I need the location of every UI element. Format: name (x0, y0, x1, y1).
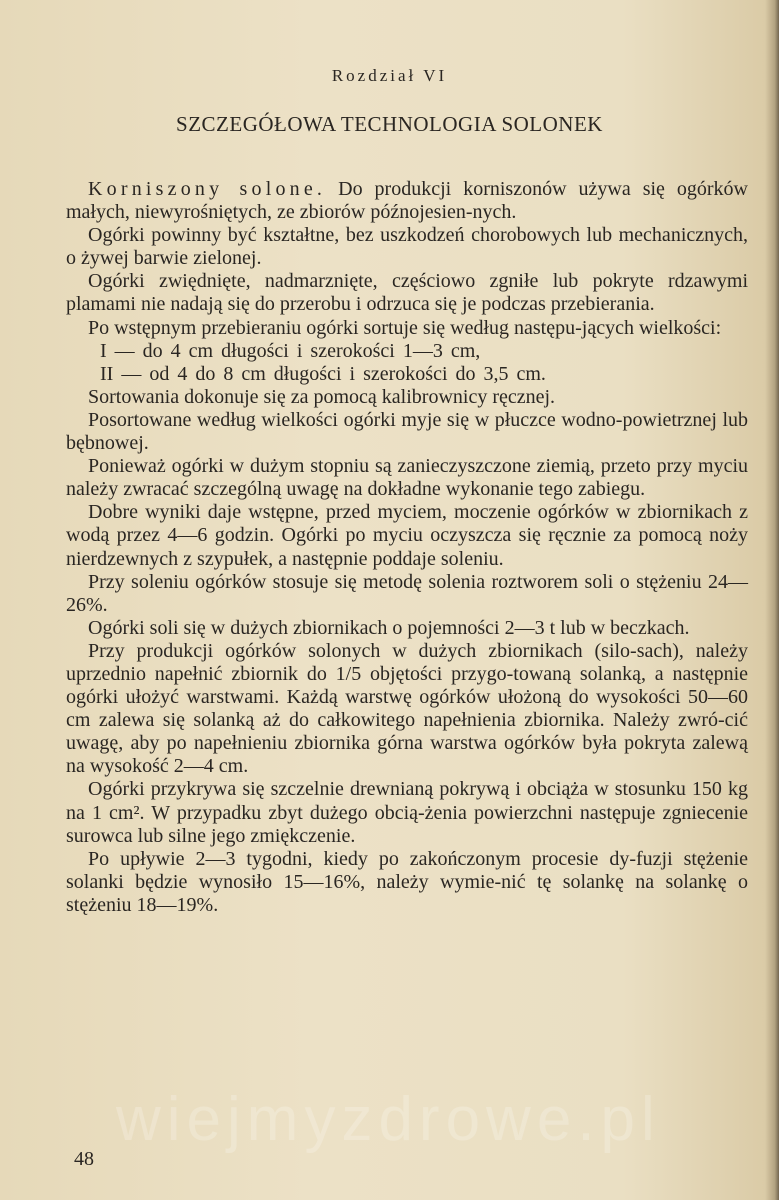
paragraph: Sortowania dokonuje się za pomocą kalibrownicy ręcznej. (88, 385, 556, 408)
paragraph-lead: Korniszony solone. (88, 178, 327, 200)
size-class-item: II — od 4 do 8 cm długości i szerokości do 3,5 cm. (100, 362, 546, 385)
paragraph: Ponieważ ogórki w dużym stopniu są zanieczyszczone ziemią, przeto przy myciu należy zwracać szczególną uwagę na dokładne wykonanie tego zabiegu. (66, 455, 748, 501)
watermark: wiejmyzdrowe.pl (116, 1085, 661, 1154)
paragraph: Posortowane według wielkości ogórki myje się w płuczce wodno-powietrznej lub bębnowej. (66, 408, 748, 455)
paragraph (66, 178, 748, 224)
paragraph: Przy soleniu ogórków stosuje się metodę solenia roztworem soli o stężeniu 24—26%. (66, 570, 748, 616)
chapter-heading: Rozdział VI (331, 66, 448, 85)
paragraph: Dobre wyniki daje wstępne, przed myciem, moczenie ogórków w zbiornikach z wodą przez 4—6 godzin. Ogórki po myciu oczyszcza się ręcznie za pomocą noży nierdzewnych z szypułek, a następnie poddaje soleniu. (66, 501, 748, 570)
paragraph: Przy produkcji ogórków solonych w dużych zbiornikach (silo-sach), należy uprzednio napełnić zbiornik do 1/5 objętości przygo-towaną solanką, a następnie ogórki ułożyć warstwami. Każdą warstwę ogórków ułożoną do wysokości 50—60 cm zalewa się solanką aż do całkowitego napełnienia zbiornika. Należy zwró-cić uwagę, aby po napełnieniu zbiornika górna warstwa ogórków była pokryta zalewą na wysokość 2—4 cm. (66, 639, 748, 778)
paragraph: Ogórki przykrywa się szczelnie drewnianą pokrywą i obciąża w stosunku 150 kg na 1 cm². W przypadku zbyt dużego obcią-żenia powierzchni następuje zgniecenie surowca lub silne jego zmiękczenie. (66, 778, 748, 847)
paragraph: Ogórki powinny być kształtne, bez uszkodzeń chorobowych lub mechanicznych, o żywej barwie zielonej. (66, 224, 748, 270)
paragraph: Po wstępnym przebieraniu ogórki sortuje się według następu-jących wielkości: (88, 316, 722, 339)
paragraph: Ogórki soli się w dużych zbiornikach o pojemności 2—3 t lub w beczkach. (88, 616, 690, 639)
page-number: 48 (74, 1148, 94, 1170)
paragraph-text: Do produkcji korniszonów używa się ogórków małych, niewyrośniętych, ze zbiorów późnojesien-nych. (66, 178, 749, 224)
page-title: SZCZEGÓŁOWA TECHNOLOGIA SOLONEK (176, 112, 603, 136)
paragraph: Po upływie 2—3 tygodni, kiedy po zakończonym procesie dy-fuzji stężenie solanki będzie wynosiło 15—16%, należy wymie-nić tę solankę na solankę o stężeniu 18—19%. (66, 847, 748, 916)
body-text (66, 178, 748, 917)
size-class-item: I — do 4 cm długości i szerokości 1—3 cm, (100, 339, 481, 362)
paragraph: Ogórki zwiędnięte, nadmarznięte, częściowo zgniłe lub pokryte rdzawymi plamami nie nadają się do przerobu i odrzuca się je podczas przebierania. (66, 270, 748, 316)
page-edge-shadow (765, 0, 779, 1200)
